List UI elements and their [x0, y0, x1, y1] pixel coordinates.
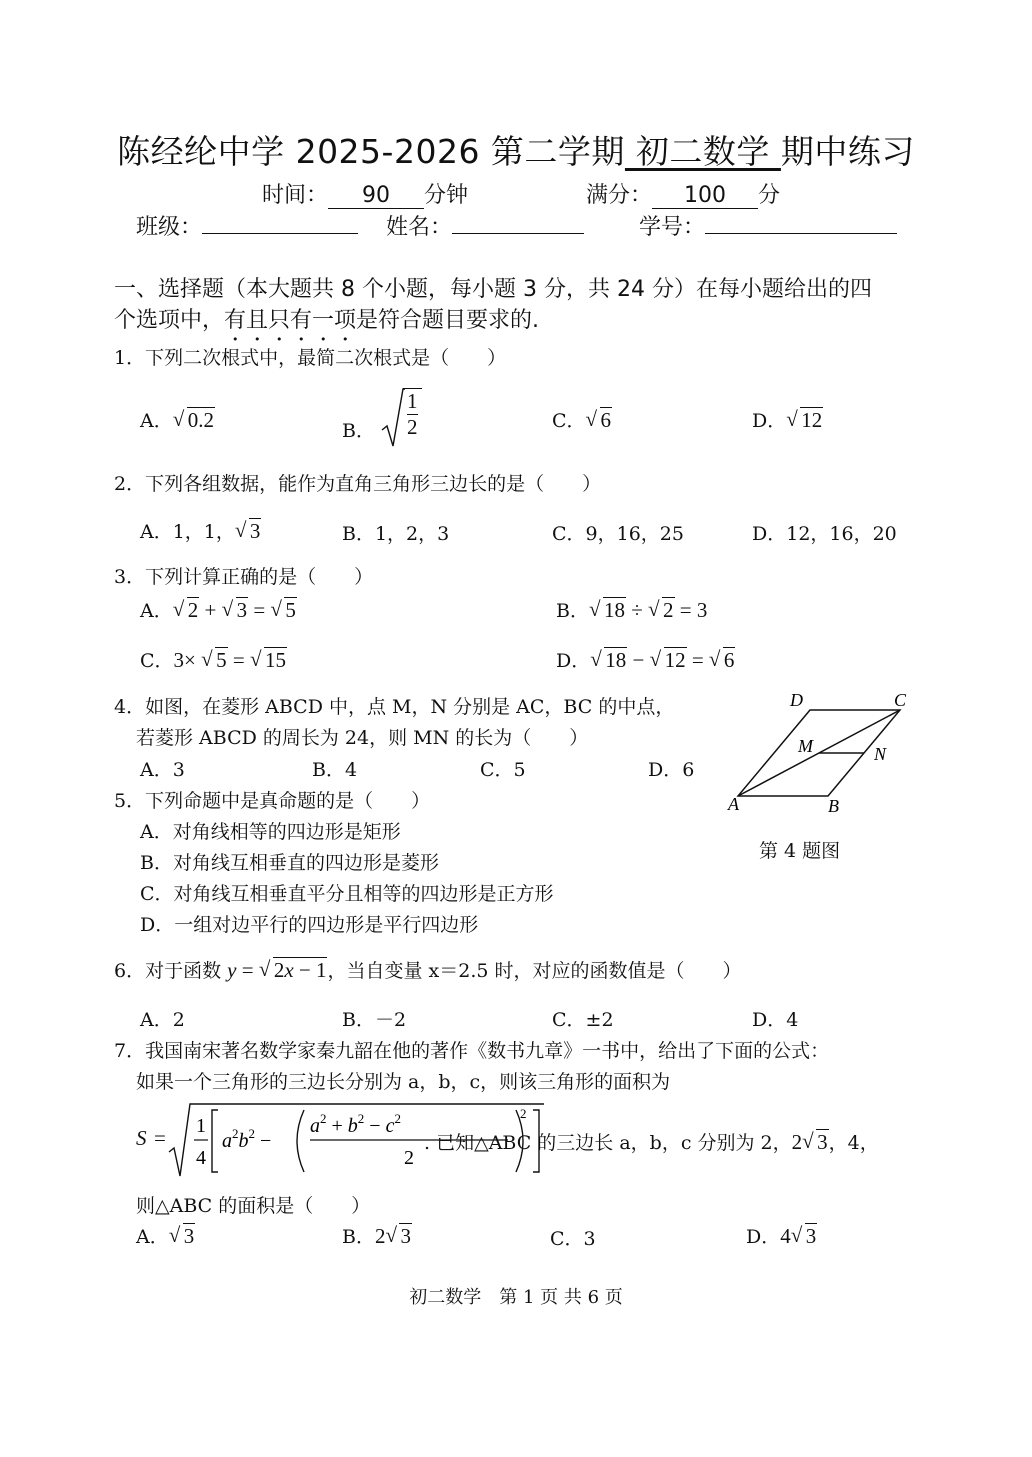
svg-text:a2 + b2 − c2: $a^2 + b^2 - c^2$ — [310, 1111, 401, 1137]
exam-title: 陈经纶中学 2025-2026 第二学期 初二数学 期中练习 — [117, 132, 915, 171]
section-heading-line2: 个选项中，有且只有一项是符合题目要求的. — [114, 308, 540, 333]
figure-4-caption: 第 4 题图 — [759, 840, 841, 862]
section-heading-line1: 一、选择题（本大题共 8 个小题，每小题 3 分，共 24 分）在每小题给出的四 — [114, 277, 872, 302]
q1-option-d: D．√ 12 — [752, 406, 823, 433]
q7-option-a: A．√ 3 — [136, 1222, 195, 1249]
label-a: A — [728, 794, 739, 814]
question-7-given: . 已知△ABC 的三边长 a，b，c 分别为 2，2√ 3，4， — [424, 1128, 879, 1155]
q6-option-d: D．4 — [752, 1009, 799, 1031]
q1-option-b: B． $\frac{1}{2}$ — [342, 388, 422, 440]
q6-option-b: B．－2 — [342, 1009, 407, 1031]
class-field: 班级： — [136, 210, 358, 241]
svg-text:1: 1 — [196, 1115, 206, 1137]
question-7-stem-line2: 如果一个三角形的三边长分别为 a，b，c，则该三角形的面积为 — [136, 1071, 671, 1093]
q5-option-a: A．对角线相等的四边形是矩形 — [140, 821, 401, 843]
page-footer: 初二数学 第 1 页 共 6 页 — [409, 1287, 623, 1308]
svg-text:4: 4 — [196, 1147, 206, 1169]
q3-option-a: A．√ 2 + √ 3 = √ 5 — [140, 596, 297, 623]
label-c: C — [894, 690, 907, 710]
q7-option-d: D．4√ 3 — [746, 1222, 817, 1249]
q7-option-b: B．2√ 3 — [342, 1222, 412, 1249]
q6-option-c: C．±2 — [552, 1009, 614, 1031]
q7-option-c: C．3 — [550, 1228, 596, 1250]
question-2-stem: 2．下列各组数据，能作为直角三角形三边长的是（ ） — [114, 473, 602, 495]
q5-option-b: B．对角线互相垂直的四边形是菱形 — [140, 852, 439, 874]
svg-text:a2b2 −: $a^2b^2$ − — [222, 1126, 272, 1152]
label-d: D — [790, 690, 803, 710]
q2-option-a: A．1，1，√ 3 — [140, 517, 261, 544]
q3-option-b: B．√ 18 ÷ √ 2 = 3 — [556, 596, 707, 623]
svg-text:2: 2 — [520, 1106, 527, 1121]
question-7-stem-line1: 7．我国南宋著名数学家秦九韶在他的著作《数书九章》一书中，给出了下面的公式： — [114, 1040, 830, 1062]
q5-option-d: D．一组对边平行的四边形是平行四边形 — [140, 914, 479, 936]
time-info: 时间： 90 分钟 — [262, 183, 469, 208]
radical-sign — [381, 388, 405, 450]
q4-option-b: B．4 — [312, 759, 358, 781]
question-4-stem-line1: 4．如图，在菱形 ABCD 中，点 M，N 分别是 AC，BC 的中点， — [114, 696, 675, 718]
question-4-stem-line2: 若菱形 ABCD 的周长为 24，则 MN 的长为（ ） — [136, 727, 589, 749]
q4-option-d: D．6 — [648, 759, 695, 781]
name-field: 姓名： — [386, 210, 584, 241]
label-n: N — [874, 744, 887, 764]
score-info: 满分： 100 分 — [586, 183, 781, 208]
svg-text:2: 2 — [404, 1147, 414, 1169]
q1-option-c: C．√ 6 — [552, 406, 612, 433]
label-b: B — [828, 796, 839, 816]
rhombus-figure — [720, 686, 920, 816]
question-5-stem: 5．下列命题中是真命题的是（ ） — [114, 790, 431, 812]
q4-option-c: C．5 — [480, 759, 526, 781]
q6-option-a: A．2 — [140, 1009, 185, 1031]
q3-option-d: D．√ 18 − √ 12 = √ 6 — [556, 646, 735, 673]
q2-option-c: C．9，16，25 — [552, 523, 684, 545]
q1-option-a: A．√ 0.2 — [140, 406, 215, 433]
q5-option-c: C．对角线互相垂直平分且相等的四边形是正方形 — [140, 883, 554, 905]
question-1-stem: 1．下列二次根式中，最简二次根式是（ ） — [114, 347, 507, 369]
q2-option-d: D．12，16，20 — [752, 523, 897, 545]
title-subject: 初二数学 — [624, 132, 781, 171]
question-3-stem: 3．下列计算正确的是（ ） — [114, 566, 374, 588]
q2-option-b: B．1，2，3 — [342, 523, 450, 545]
question-7-stem-line3: 则△ABC 的面积是（ ） — [136, 1195, 371, 1217]
q4-option-a: A．3 — [140, 759, 185, 781]
student-id-field: 学号： — [639, 210, 897, 241]
q3-option-c: C．3× √ 5 = √ 15 — [140, 646, 287, 673]
question-6-stem: 6．对于函数 y = √ 2x − 1，当自变量 x＝2.5 时，对应的函数值是（ ） — [114, 956, 742, 983]
label-m: M — [798, 736, 813, 756]
